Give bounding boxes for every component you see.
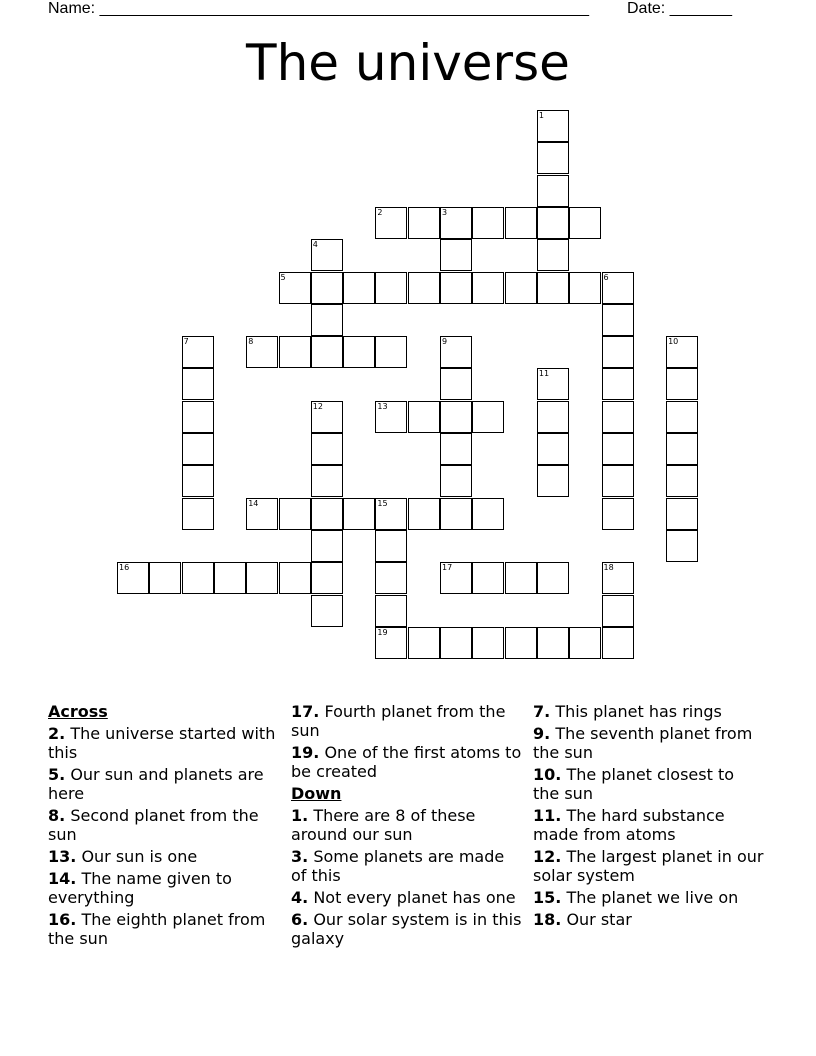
grid-cell[interactable]	[602, 336, 634, 368]
grid-cell[interactable]	[666, 368, 698, 400]
grid-cell[interactable]	[472, 401, 504, 433]
clue-down-4: 4. Not every planet has one	[291, 888, 516, 907]
clue-down-7: 7. This planet has rings	[533, 702, 722, 721]
grid-cell[interactable]	[408, 207, 440, 239]
clue-number: 11	[538, 369, 550, 379]
clue-number: 7	[183, 337, 189, 347]
clue-number: 3	[442, 207, 448, 217]
grid-cell[interactable]	[537, 368, 569, 400]
grid-cell[interactable]	[537, 142, 569, 174]
clue-number: 9	[442, 337, 448, 347]
grid-cell[interactable]	[440, 465, 472, 497]
grid-cell[interactable]	[537, 175, 569, 207]
grid-cell[interactable]	[666, 433, 698, 465]
grid-cell[interactable]	[537, 627, 569, 659]
grid-cell[interactable]	[537, 401, 569, 433]
clue-number: 2	[377, 207, 383, 217]
grid-cell[interactable]	[440, 562, 472, 594]
grid-cell[interactable]	[440, 368, 472, 400]
grid-cell[interactable]	[602, 272, 634, 304]
grid-cell[interactable]	[182, 368, 214, 400]
clue-down-9: 9. The seventh planet from the sun	[533, 724, 753, 762]
grid-cell[interactable]	[537, 207, 569, 239]
grid-cell[interactable]	[311, 498, 343, 530]
clue-column-3	[533, 702, 765, 932]
grid-cell[interactable]	[182, 336, 214, 368]
grid-cell[interactable]	[182, 433, 214, 465]
grid-cell[interactable]	[246, 498, 278, 530]
grid-cell[interactable]	[666, 465, 698, 497]
grid-cell[interactable]	[311, 562, 343, 594]
grid-cell[interactable]	[505, 562, 537, 594]
grid-cell[interactable]	[505, 627, 537, 659]
grid-cell[interactable]	[375, 401, 407, 433]
clue-down-1: 1. There are 8 of these around our sun	[291, 806, 476, 844]
grid-cell[interactable]	[375, 530, 407, 562]
grid-cell[interactable]	[602, 368, 634, 400]
grid-cell[interactable]	[440, 498, 472, 530]
grid-cell[interactable]	[311, 530, 343, 562]
clue-down-15: 15. The planet we live on	[533, 888, 739, 907]
grid-cell[interactable]	[505, 207, 537, 239]
grid-cell[interactable]	[666, 401, 698, 433]
clue-across-8: 8. Second planet from the sun	[48, 806, 259, 844]
grid-cell[interactable]	[440, 239, 472, 271]
grid-cell[interactable]	[311, 465, 343, 497]
grid-cell[interactable]	[537, 562, 569, 594]
grid-cell[interactable]	[182, 401, 214, 433]
grid-cell[interactable]	[375, 272, 407, 304]
grid-cell[interactable]	[602, 627, 634, 659]
clue-number: 12	[312, 401, 323, 411]
clue-number: 6	[603, 272, 609, 282]
grid-cell[interactable]	[537, 433, 569, 465]
grid-cell[interactable]	[472, 562, 504, 594]
grid-cell[interactable]	[472, 207, 504, 239]
grid-cell[interactable]	[537, 239, 569, 271]
grid-cell[interactable]	[537, 272, 569, 304]
grid-cell[interactable]	[666, 498, 698, 530]
clue-down-10: 10. The planet closest to the sun	[533, 765, 734, 803]
grid-cell[interactable]	[343, 336, 375, 368]
grid-cell[interactable]	[569, 627, 601, 659]
grid-cell[interactable]	[311, 401, 343, 433]
down-heading: Down	[291, 784, 342, 803]
clue-down-3: 3. Some planets are made of this	[291, 847, 505, 885]
grid-cell[interactable]	[149, 562, 181, 594]
clue-down-11: 11. The hard substance made from atoms	[533, 806, 725, 844]
clue-number: 19	[377, 627, 388, 637]
grid-cell[interactable]	[375, 498, 407, 530]
grid-cell[interactable]	[408, 272, 440, 304]
clue-number: 13	[377, 401, 388, 411]
grid-cell[interactable]	[311, 336, 343, 368]
date-field: Date: _______	[627, 0, 732, 17]
grid-cell[interactable]	[311, 272, 343, 304]
clue-across-16: 16. The eighth planet from the sun	[48, 910, 266, 948]
clue-number: 1	[538, 111, 544, 120]
grid-cell[interactable]	[375, 627, 407, 659]
clue-number: 14	[248, 498, 259, 508]
grid-cell[interactable]	[602, 401, 634, 433]
clue-number: 18	[603, 563, 614, 573]
grid-cell[interactable]	[602, 498, 634, 530]
grid-cell[interactable]	[246, 562, 278, 594]
grid-cell[interactable]	[246, 336, 278, 368]
clue-down-18: 18. Our star	[533, 910, 632, 929]
clue-number: 15	[377, 498, 388, 508]
grid-cell[interactable]	[602, 465, 634, 497]
clue-across-14: 14. The name given to everything	[48, 869, 232, 907]
grid-cell[interactable]	[602, 433, 634, 465]
grid-cell[interactable]	[182, 465, 214, 497]
clue-column-1	[48, 702, 280, 951]
grid-cell[interactable]	[440, 207, 472, 239]
grid-cell[interactable]	[537, 110, 569, 142]
grid-cell[interactable]	[117, 562, 149, 594]
grid-cell[interactable]	[602, 304, 634, 336]
clue-number: 16	[119, 563, 130, 573]
grid-cell[interactable]	[537, 465, 569, 497]
grid-cell[interactable]	[311, 595, 343, 627]
clue-column-2	[291, 702, 523, 951]
clue-number: 4	[312, 240, 318, 250]
clue-across-19: 19. One of the first atoms to be created	[291, 743, 522, 781]
grid-cell[interactable]	[408, 498, 440, 530]
clue-number: 10	[668, 337, 679, 347]
grid-cell[interactable]	[375, 336, 407, 368]
grid-cell[interactable]	[440, 627, 472, 659]
grid-cell[interactable]	[214, 562, 246, 594]
grid-cell[interactable]	[182, 498, 214, 530]
grid-cell[interactable]	[569, 272, 601, 304]
grid-cell[interactable]	[311, 433, 343, 465]
grid-cell[interactable]	[472, 627, 504, 659]
grid-cell[interactable]	[343, 272, 375, 304]
grid-cell[interactable]	[602, 562, 634, 594]
grid-cell[interactable]	[343, 498, 375, 530]
grid-cell[interactable]	[279, 562, 311, 594]
clue-across-13: 13. Our sun is one	[48, 847, 198, 866]
clue-number: 17	[442, 563, 453, 573]
clue-across-17: 17. Fourth planet from the sun	[291, 702, 506, 740]
clue-down-6: 6. Our solar system is in this galaxy	[291, 910, 522, 948]
grid-cell[interactable]	[440, 401, 472, 433]
grid-cell[interactable]	[279, 272, 311, 304]
grid-cell[interactable]	[440, 433, 472, 465]
clue-number: 8	[248, 337, 254, 347]
grid-cell[interactable]	[440, 336, 472, 368]
clue-number: 5	[280, 272, 286, 282]
grid-cell[interactable]	[440, 272, 472, 304]
grid-cell[interactable]	[472, 272, 504, 304]
grid-cell[interactable]	[182, 562, 214, 594]
grid-cell[interactable]	[279, 336, 311, 368]
grid-cell[interactable]	[311, 304, 343, 336]
name-field: Name: _______________________________________________________	[48, 0, 589, 17]
grid-cell[interactable]	[375, 562, 407, 594]
grid-cell[interactable]	[311, 239, 343, 271]
grid-cell[interactable]	[408, 627, 440, 659]
clue-across-2: 2. The universe started with this	[48, 724, 276, 762]
grid-cell[interactable]	[666, 530, 698, 562]
page-title: The universe	[246, 34, 570, 92]
clue-across-5: 5. Our sun and planets are here	[48, 765, 264, 803]
grid-cell[interactable]	[569, 207, 601, 239]
grid-cell[interactable]	[505, 272, 537, 304]
grid-cell[interactable]	[472, 498, 504, 530]
clue-down-12: 12. The largest planet in our solar system	[533, 847, 764, 885]
grid-cell[interactable]	[602, 595, 634, 627]
across-heading: Across	[48, 702, 108, 721]
grid-cell[interactable]	[375, 207, 407, 239]
grid-cell[interactable]	[279, 498, 311, 530]
grid-cell[interactable]	[375, 595, 407, 627]
grid-cell[interactable]	[408, 401, 440, 433]
grid-cell[interactable]	[666, 336, 698, 368]
